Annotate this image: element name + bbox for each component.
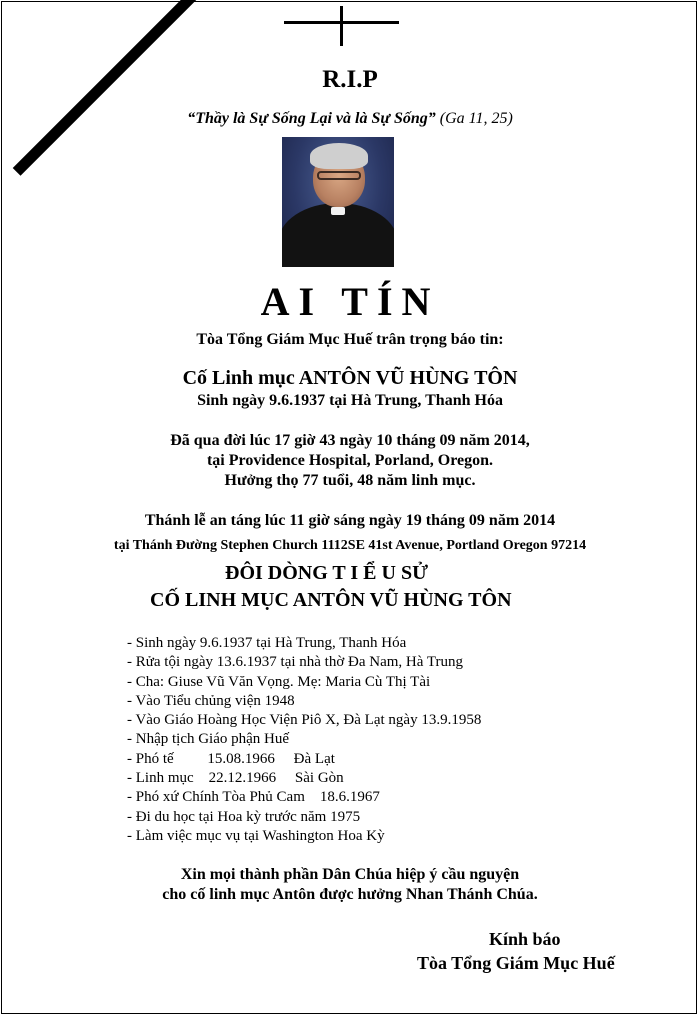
death-line-3: Hưởng thọ 77 tuổi, 48 năm linh mục. xyxy=(224,472,476,489)
death-line-1: Đã qua đời lúc 17 giờ 43 ngày 10 tháng 09 năm 2014, xyxy=(170,432,530,449)
scripture-quote xyxy=(0,110,700,128)
funeral-line-1: Thánh lễ an táng lúc 11 giờ sáng ngày 19 tháng 09 năm 2014 xyxy=(144,512,556,529)
page-title: AI TÍN xyxy=(260,279,440,324)
list-item: - Phó xứ Chính Tòa Phủ Cam 18.6.1967 xyxy=(127,789,380,806)
biography-list xyxy=(127,634,481,846)
biography-heading-2: CỐ LINH MỤC ANTÔN VŨ HÙNG TÔN xyxy=(150,589,512,611)
list-item: - Rửa tội ngày 13.6.1937 tại nhà thờ Đa Nam, Hà Trung xyxy=(127,654,464,671)
prayer-line-2: cho cố linh mục Antôn được hưởng Nhan Thánh Chúa. xyxy=(162,886,538,903)
signature-line-1: Kính báo xyxy=(489,929,561,949)
announcement: Tòa Tổng Giám Mục Huế trân trọng báo tin: xyxy=(196,331,504,348)
funeral-line-2: tại Thánh Đường Stephen Church 1112SE 41st Avenue, Portland Oregon 97214 xyxy=(113,538,587,553)
quote-text: “Thầy là Sự Sống Lại và là Sự Sống” xyxy=(187,110,436,127)
list-item: - Vào Tiểu chủng viện 1948 xyxy=(127,692,295,709)
death-line-2: tại Providence Hospital, Porland, Oregon. xyxy=(206,452,494,469)
biography-heading-1: ĐÔI DÒNG T I Ể U SỬ xyxy=(225,562,429,584)
list-item: - Cha: Giuse Vũ Văn Vọng. Mẹ: Maria Cù Thị Tài xyxy=(127,673,431,690)
list-item: - Vào Giáo Hoàng Học Viện Piô X, Đà Lạt ngày 13.9.1958 xyxy=(127,712,482,729)
rip-heading: R.I.P xyxy=(322,66,378,93)
list-item: - Nhập tịch Giáo phận Huế xyxy=(127,731,290,748)
list-item: - Đi du học tại Hoa kỳ trước năm 1975 xyxy=(127,808,361,825)
list-item: - Làm việc mục vụ tại Washington Hoa Kỳ xyxy=(127,827,385,844)
prayer-line-1: Xin mọi thành phần Dân Chúa hiệp ý cầu nguyện xyxy=(180,866,520,883)
list-item: - Sinh ngày 9.6.1937 tại Hà Trung, Thanh Hóa xyxy=(127,635,407,651)
birth-info: Sinh ngày 9.6.1937 tại Hà Trung, Thanh Hóa xyxy=(197,392,503,409)
deceased-name: Cố Linh mục ANTÔN VŨ HÙNG TÔN xyxy=(182,367,518,389)
priest-portrait xyxy=(282,137,394,267)
list-item: - Phó tế 15.08.1966 Đà Lạt xyxy=(127,750,335,767)
signature-line-2: Tòa Tổng Giám Mục Huế xyxy=(417,953,615,973)
quote-reference: (Ga 11, 25) xyxy=(439,110,513,127)
list-item: - Linh mục 22.12.1966 Sài Gòn xyxy=(127,770,344,787)
